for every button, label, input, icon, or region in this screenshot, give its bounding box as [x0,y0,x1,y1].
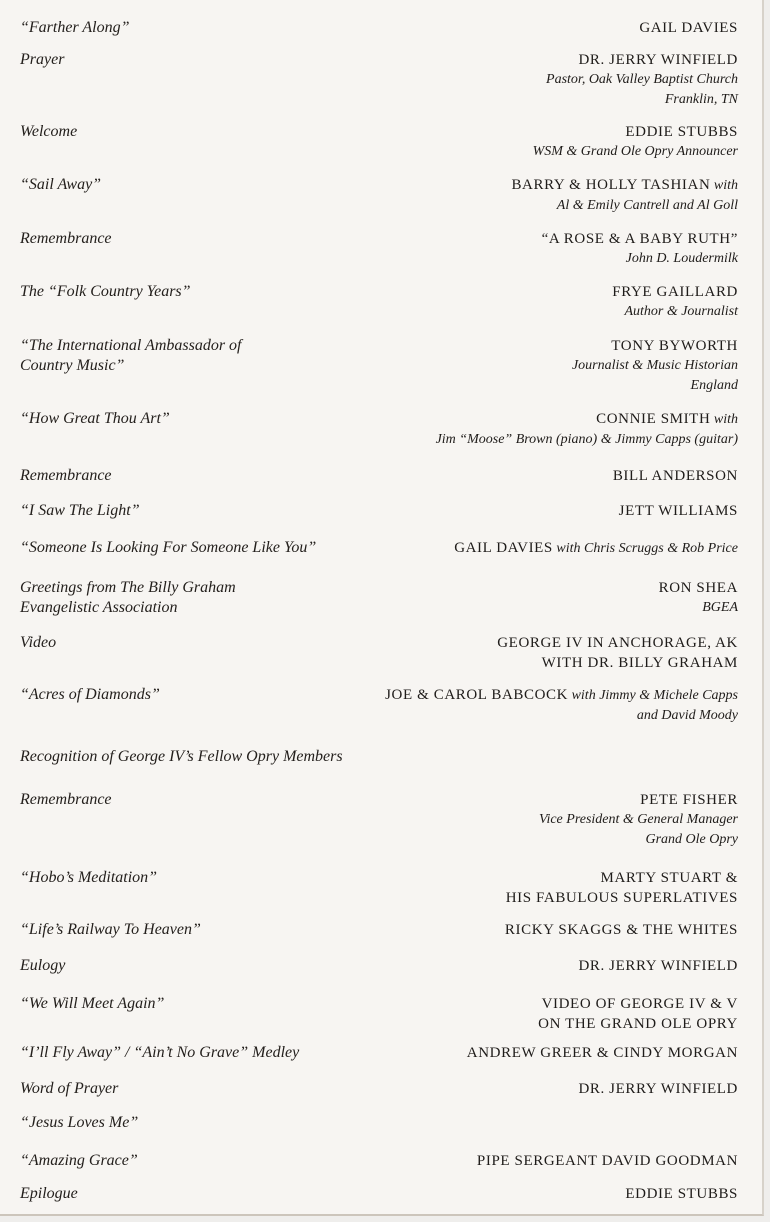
title-line: Word of Prayer [20,1080,119,1097]
performer-name [318,538,738,559]
title-line: Prayer [20,51,65,68]
program-item-title [20,920,360,940]
program-item-title [20,1079,360,1099]
performer-suffix: with [710,412,738,427]
program-item-title [20,466,360,486]
title-line: “I’ll Fly Away” / “Ain’t No Grave” Medley [20,1044,300,1061]
performer-text: John D. Loudermilk [625,251,738,266]
program-item-performer [318,1079,738,1099]
program-item-title [20,1113,360,1133]
performer-text: RICKY SKAGGS & THE WHITES [504,922,738,938]
program-item-title [20,790,360,810]
title-line: Welcome [20,123,78,140]
performer-name [318,1043,738,1063]
program-item-title [20,685,360,705]
performer-detail [318,830,738,850]
performer-name [318,282,738,302]
program-item-performer [318,578,738,618]
title-line: Remembrance [20,791,112,808]
performer-text: DR. JERRY WINFIELD [578,958,738,974]
performer-name [318,1184,738,1204]
program-item-title [20,229,360,249]
performer-text: DR. JERRY WINFIELD [578,1081,738,1097]
performer-name [318,122,738,142]
performer-detail [318,376,738,396]
performer-text: EDDIE STUBBS [625,124,738,140]
performer-suffix: with [710,178,738,193]
program-item-title [20,501,360,521]
program-item-performer [318,1043,738,1063]
title-line: “Jesus Loves Me” [20,1114,139,1131]
program-item-title [20,122,360,142]
title-line: “Sail Away” [20,176,102,193]
performer-text: MARTY STUART & [600,870,738,886]
performer-text: WITH DR. BILLY GRAHAM [541,655,738,671]
program-item-performer [318,956,738,976]
program-item-title [20,1151,360,1171]
program-item-title [20,994,360,1014]
performer-text: “A ROSE & A BABY RUTH” [541,231,738,247]
performer-text: ANDREW GREER & CINDY MORGAN [466,1045,738,1061]
performer-name [318,1151,738,1171]
performer-text: England [690,378,738,393]
performer-name [318,18,738,38]
performer-detail [318,430,738,450]
program-item-title [20,282,360,302]
program-item-performer [318,920,738,940]
program-item-performer [318,868,738,908]
performer-detail [318,356,738,376]
program-item-title [20,538,360,558]
title-line: “Amazing Grace” [20,1152,138,1169]
performer-name [318,1014,738,1034]
performer-text: and David Moody [636,708,738,723]
program-item-performer [318,501,738,521]
performer-name [318,409,738,430]
program-item-performer [318,994,738,1034]
performer-name [318,868,738,888]
title-line: “Someone Is Looking For Someone Like You” [20,539,317,556]
program-item-title [20,1184,360,1204]
title-line: Country Music” [20,357,125,374]
performer-text: BILL ANDERSON [612,468,738,484]
program-item-performer [318,50,738,110]
performer-text: JOE & CAROL BABCOCK [385,687,569,703]
performer-text: RON SHEA [658,580,738,596]
program-item-title [20,409,360,429]
performer-text: Vice President & General Manager [538,812,738,827]
title-line: Epilogue [20,1185,78,1202]
performer-text: GAIL DAVIES [639,20,738,36]
title-line: “Hobo’s Meditation” [20,869,158,886]
title-line: Remembrance [20,467,112,484]
program-item-performer [318,122,738,162]
performer-name [318,685,738,706]
performer-suffix: with Chris Scruggs & Rob Price [552,541,738,556]
program-item-title [20,578,360,618]
performer-text: BGEA [702,600,738,615]
performer-text: WSM & Grand Ole Opry Announcer [532,144,738,159]
performer-text: BARRY & HOLLY TASHIAN [511,177,711,193]
title-line: “I Saw The Light” [20,502,140,519]
performer-name [318,994,738,1014]
program-item-title [20,747,360,767]
program-item-performer [318,409,738,450]
performer-detail [318,598,738,618]
performer-name [318,336,738,356]
performer-detail [318,196,738,216]
program-item-performer [318,18,738,38]
program-item-title [20,868,360,888]
performer-name [318,578,738,598]
performer-name [318,653,738,673]
performer-name [318,50,738,70]
title-line: The “Folk Country Years” [20,283,191,300]
program-item-performer [318,229,738,269]
program-item-performer [318,466,738,486]
title-line: “How Great Thou Art” [20,410,170,427]
performer-name [318,501,738,521]
performer-text: Author & Journalist [624,304,738,319]
program-item-performer [318,790,738,850]
performer-text: GAIL DAVIES [454,540,553,556]
title-line: Recognition of George IV’s Fellow Opry Members [20,748,343,765]
title-line: Evangelistic Association [20,599,178,616]
performer-text: GEORGE IV IN ANCHORAGE, AK [497,635,738,651]
performer-text: Al & Emily Cantrell and Al Goll [556,198,738,213]
performer-suffix: with Jimmy & Michele Capps [568,688,738,703]
performer-text: FRYE GAILLARD [612,284,738,300]
performer-detail [318,249,738,269]
performer-detail [318,810,738,830]
performer-text: CONNIE SMITH [596,411,711,427]
performer-name [318,920,738,940]
program-item-performer [318,282,738,322]
performer-text: Journalist & Music Historian [571,358,738,373]
performer-name [318,956,738,976]
performer-name [318,1079,738,1099]
performer-text: TONY BYWORTH [611,338,738,354]
program-item-performer [318,1184,738,1204]
performer-name [318,175,738,196]
performer-text: DR. JERRY WINFIELD [578,52,738,68]
program-item-title [20,956,360,976]
performer-text: Jim “Moose” Brown (piano) & Jimmy Capps (guitar) [435,432,738,447]
program-item-performer [318,633,738,673]
performer-detail [318,142,738,162]
performer-text: Franklin, TN [664,92,738,107]
performer-text: Grand Ole Opry [645,832,738,847]
program-item-performer [318,336,738,396]
program-item-performer [318,538,738,559]
performer-detail [318,70,738,90]
performer-text: ON THE GRAND OLE OPRY [538,1016,738,1032]
title-line: “The International Ambassador of [20,337,242,354]
performer-text: JETT WILLIAMS [618,503,738,519]
program-item-title [20,336,360,376]
performer-text: PIPE SERGEANT DAVID GOODMAN [476,1153,738,1169]
performer-text: Pastor, Oak Valley Baptist Church [546,72,738,87]
program-item-performer [318,685,738,726]
performer-text: VIDEO OF GEORGE IV & V [541,996,738,1012]
program-item-title [20,633,360,653]
performer-detail [318,90,738,110]
performer-detail [318,302,738,322]
program-item-title [20,18,360,38]
performer-text: HIS FABULOUS SUPERLATIVES [505,890,738,906]
program-item-performer [318,175,738,216]
title-line: “We Will Meet Again” [20,995,165,1012]
program-item-title [20,175,360,195]
title-line: Greetings from The Billy Graham [20,579,236,596]
program-item-performer [318,1151,738,1171]
performer-detail [318,706,738,726]
title-line: Eulogy [20,957,66,974]
title-line: “Farther Along” [20,19,130,36]
performer-name [318,888,738,908]
performer-text: PETE FISHER [640,792,738,808]
performer-name [318,633,738,653]
program-item-title [20,50,360,70]
performer-name [318,466,738,486]
title-line: Video [20,634,57,651]
performer-name [318,229,738,249]
title-line: Remembrance [20,230,112,247]
program-item-title [20,1043,360,1063]
title-line: “Life’s Railway To Heaven” [20,921,201,938]
title-line: “Acres of Diamonds” [20,686,160,703]
performer-text: EDDIE STUBBS [625,1186,738,1202]
performer-name [318,790,738,810]
